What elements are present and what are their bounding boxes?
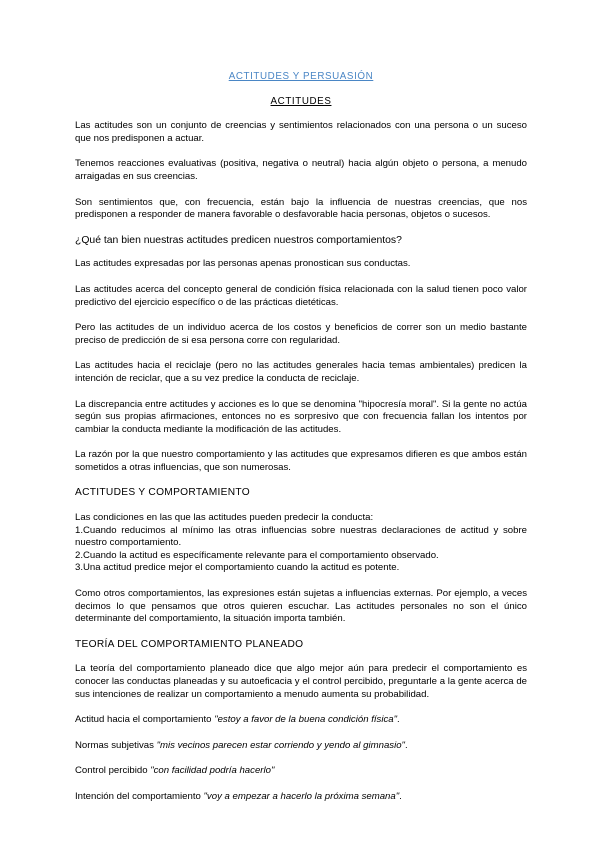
list-item: 1.Cuando reducimos al mínimo las otras influencias sobre nuestras declaraciones de actitud y sobre nuestro comportamiento.	[75, 524, 527, 549]
paragraph: La razón por la que nuestro comportamiento y las actitudes que expresamos difieren es que ambos están sometidos a otras influencias, que son numerosas.	[75, 449, 527, 473]
example-end: .	[397, 714, 400, 726]
example-line	[75, 765, 527, 778]
example-quote: "estoy a favor de la buena condición física"	[214, 714, 397, 726]
example-quote: "voy a empezar a hacerlo la próxima semana"	[203, 790, 400, 802]
example-end: .	[399, 790, 402, 802]
paragraph: Las actitudes son un conjunto de creencias y sentimientos relacionados con una persona o un suceso que nos predisponen a actuar.	[75, 120, 527, 144]
example-quote: "con facilidad podría hacerlo"	[150, 765, 275, 777]
paragraph: Las actitudes acerca del concepto general de condición física relacionada con la salud tienen poco valor predictivo del ejercicio específico o de las prácticas dietéticas.	[75, 283, 527, 308]
example-line	[75, 714, 527, 727]
example-quote: "mis vecinos parecen estar corriendo y yendo al gimnasio"	[156, 739, 405, 751]
document-body	[75, 71, 527, 817]
paragraph: Como otros comportamientos, las expresiones están sujetas a influencias externas. Por ejemplo, a veces decimos lo que pensamos que otros quieren escuchar. Las actitudes personales no son el único determinante del comportamiento, la situación importa también.	[75, 588, 527, 625]
document-title: ACTITUDES Y PERSUASIÓN	[228, 71, 374, 82]
section-title-actitudes: ACTITUDES	[270, 95, 332, 107]
example-label: Control percibido	[75, 765, 151, 777]
example-end: .	[404, 739, 408, 751]
list-item: 2.Cuando la actitud es específicamente relevante para el comportamiento observado.	[75, 549, 439, 561]
conditions-list	[75, 512, 527, 575]
section-question: ¿Qué tan bien nuestras actitudes predicen nuestros comportamientos?	[75, 234, 402, 246]
example-label: Intención del comportamiento	[75, 790, 204, 802]
paragraph: Tenemos reacciones evaluativas (positiva, negativa o neutral) hacia algún objeto o persona, a menudo arraigadas en sus creencias.	[75, 158, 527, 182]
list-item: Las condiciones en las que las actitudes pueden predecir la conducta:	[75, 512, 374, 524]
paragraph: Pero las actitudes de un individuo acerca de los costos y beneficios de correr son un medio bastante preciso de predicción de si esa persona corre con regularidad.	[75, 322, 527, 346]
example-label: Actitud hacia el comportamiento	[75, 714, 215, 726]
list-item: 3.Una actitud predice mejor el comportamiento cuando la actitud es potente.	[75, 562, 400, 574]
paragraph: La discrepancia entre actitudes y acciones es lo que se denomina "hipocresía moral". Si la gente no actúa según sus propias afirmaciones, entonces no es sorpresivo que con frecuencia fallan los intentos por cambiar la conducta mediante la modificación de las actitudes.	[75, 398, 527, 435]
example-label: Normas subjetivas	[75, 739, 157, 751]
paragraph: Las actitudes hacia el reciclaje (pero no las actitudes generales hacia temas ambientales) predicen la intención de reciclar, que a su vez predice la conducta de reciclaje.	[75, 360, 527, 384]
paragraph: Son sentimientos que, con frecuencia, están bajo la influencia de nuestras creencias, que nos predisponen a responder de manera favorable o desfavorable hacia personas, objetos o sucesos.	[75, 196, 527, 221]
paragraph: La teoría del comportamiento planeado dice que algo mejor aún para predecir el comportamiento es conocer las conductas planeadas y su autoeficacia y el control percibido, preguntarle a la gente acerca de sus intenciones de realizar un comportamiento a menudo aumenta su probabilidad.	[75, 663, 527, 700]
example-line	[75, 740, 527, 753]
paragraph: Las actitudes expresadas por las personas apenas pronostican sus conductas.	[75, 258, 411, 270]
section-heading-behavior: ACTITUDES Y COMPORTAMIENTO	[75, 487, 250, 499]
section-heading-theory: TEORÍA DEL COMPORTAMIENTO PLANEADO	[75, 638, 304, 650]
example-line	[75, 791, 527, 804]
